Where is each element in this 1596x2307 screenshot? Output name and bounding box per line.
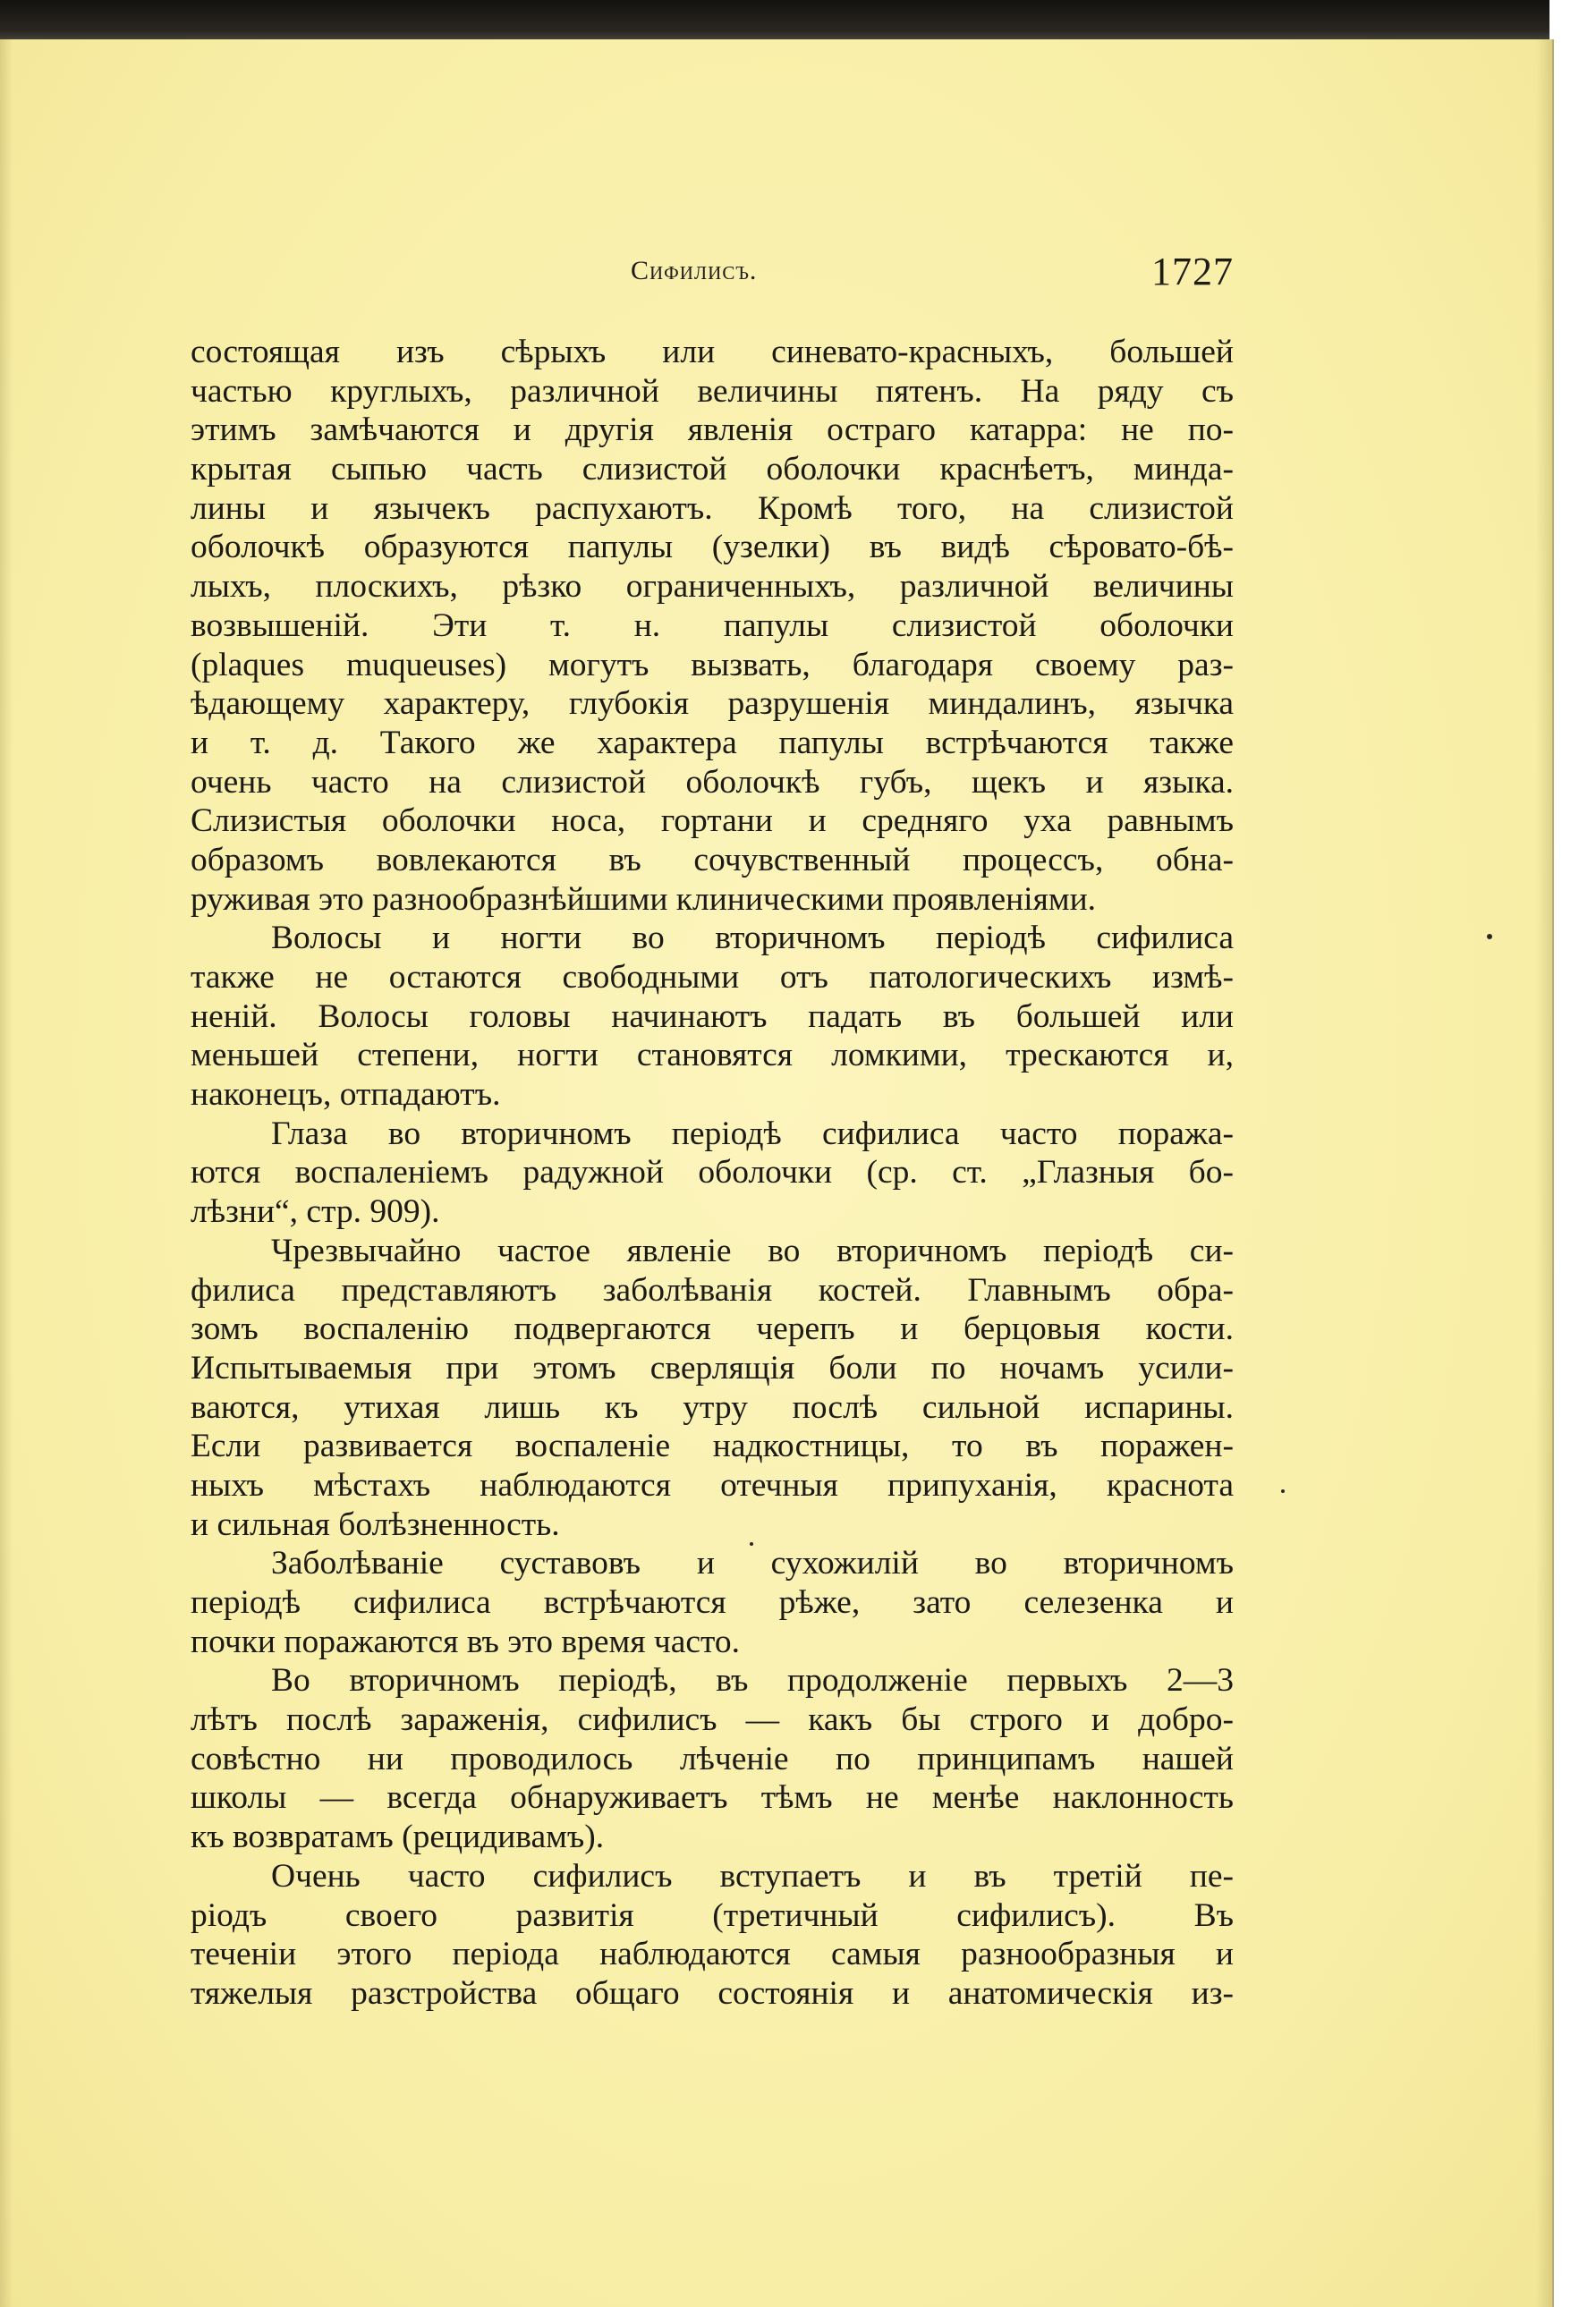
text-line: лины и язычекъ распухаютъ. Кромѣ того, на слизистой xyxy=(191,489,1234,527)
text-line: крытая сыпью часть слизистой оболочки краснѣетъ, минда- xyxy=(191,451,1234,488)
text-line: тяжелыя разстройства общаго состоянія и анатомическія из- xyxy=(191,1974,1234,2012)
text-line: ѣдающему характеру, глубокія разрушенія миндалинъ, язычка xyxy=(191,685,1234,723)
text-line: частью круглыхъ, различной величины пятенъ. На ряду съ xyxy=(191,372,1234,410)
text-line: возвышеній. Эти т. н. папулы слизистой оболочки xyxy=(191,606,1234,644)
text-line: оболочкѣ образуются папулы (узелки) въ видѣ сѣровато-бѣ- xyxy=(191,529,1234,566)
page-number: 1727 xyxy=(1151,250,1234,293)
text-line: лѣтъ послѣ зараженія, сифилисъ — какъ бы строго и добро- xyxy=(191,1701,1234,1739)
text-line: школы — всегда обнаруживаетъ тѣмъ не менѣе наклонность xyxy=(191,1779,1234,1817)
body-text xyxy=(191,333,1234,2014)
text-line: состоящая изъ сѣрыхъ или синевато-красныхъ, большей xyxy=(191,334,1234,370)
text-line: Испытываемыя при этомъ сверлящія боли по ночамъ усили- xyxy=(191,1349,1234,1387)
text-line: Очень часто сифилисъ вступаетъ и въ третій пе- xyxy=(271,1857,1234,1895)
text-line: зомъ воспаленію подвергаются черепъ и берцовыя кости. xyxy=(191,1310,1234,1348)
text-line: (plaques muqueuses) могутъ вызвать, благодаря своему раз- xyxy=(191,646,1234,683)
text-line: ріодъ своего развитія (третичный сифилисъ). Въ xyxy=(191,1896,1234,1934)
text-line: этимъ замѣчаются и другія явленія остраго катарра: не по- xyxy=(191,411,1234,449)
text-line: наконецъ, отпадаютъ. xyxy=(191,1076,501,1114)
ink-speck xyxy=(1281,1489,1285,1493)
text-line: періодѣ сифилиса встрѣчаются рѣже, зато селезенка и xyxy=(191,1584,1234,1621)
text-line: меньшей степени, ногти становятся ломкими, трескаются и, xyxy=(191,1037,1234,1074)
text-line: совѣстно ни проводилось лѣченіе по принципамъ нашей xyxy=(191,1740,1234,1777)
text-line: Заболѣваніе суставовъ и сухожилій во вторичномъ xyxy=(271,1545,1234,1582)
text-line: лѣзни“, стр. 909). xyxy=(191,1193,440,1231)
text-line: почки поражаются въ это время часто. xyxy=(191,1623,741,1660)
text-line: теченіи этого періода наблюдаются самыя разнообразныя и xyxy=(191,1936,1234,1973)
running-title: Сифилисъ. xyxy=(631,256,758,285)
text-line: лыхъ, плоскихъ, рѣзко ограниченныхъ, различной величины xyxy=(191,568,1234,606)
ink-speck xyxy=(1487,934,1492,939)
text-line: Если развивается воспаленіе надкостницы, то въ поражен- xyxy=(191,1428,1234,1465)
text-line: Чрезвычайно частое явленіе во вторичномъ періодѣ си- xyxy=(271,1232,1234,1269)
text-line: руживая это разнообразнѣйшими клиническими проявленіями. xyxy=(191,880,1097,918)
text-line: неній. Волосы головы начинаютъ падать въ большей или xyxy=(191,997,1234,1035)
text-line: Глаза во вторичномъ періодѣ сифилиса часто поража- xyxy=(271,1115,1234,1152)
text-line: образомъ вовлекаются въ сочувственный процессъ, обна- xyxy=(191,841,1234,878)
text-line: ваются, утихая лишь къ утру послѣ сильной испарины. xyxy=(191,1388,1234,1426)
scan-right-margin xyxy=(1549,0,1596,2307)
page-header xyxy=(191,224,1234,295)
text-line: Во вторичномъ періодѣ, въ продолженіе первыхъ 2—3 xyxy=(271,1662,1234,1700)
text-line: Волосы и ногти во вторичномъ періодѣ сифилиса xyxy=(271,920,1234,957)
text-line: также не остаются свободными отъ патологическихъ измѣ- xyxy=(191,959,1234,996)
text-line: ются воспаленіемъ радужной оболочки (ср. ст. „Глазныя бо- xyxy=(191,1154,1234,1192)
text-line: филиса представляютъ заболѣванія костей. Главнымъ обра- xyxy=(191,1271,1234,1309)
text-line: и сильная болѣзненность. xyxy=(191,1505,560,1543)
text-line: и т. д. Такого же характера папулы встрѣчаются также xyxy=(191,724,1234,761)
text-line: ныхъ мѣстахъ наблюдаются отечныя припуханія, краснота xyxy=(191,1466,1234,1504)
text-line: къ возвратамъ (рецидивамъ). xyxy=(191,1819,605,1856)
text-line: очень часто на слизистой оболочкѣ губъ, щекъ и языка. xyxy=(191,763,1234,801)
text-line: Слизистыя оболочки носа, гортани и средняго уха равнымъ xyxy=(191,802,1234,840)
